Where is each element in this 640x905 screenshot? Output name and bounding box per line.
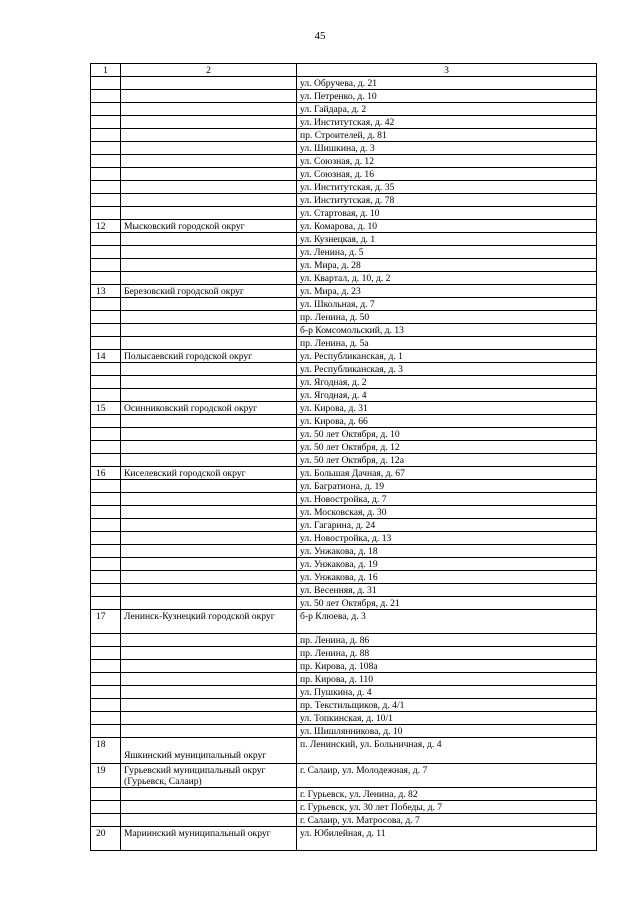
municipality-cell	[121, 584, 297, 597]
table-row	[91, 801, 597, 814]
table-row	[91, 725, 597, 738]
row-number-cell	[91, 246, 121, 259]
table-row	[91, 233, 597, 246]
addresses-table	[90, 63, 597, 851]
row-number-cell: 14	[91, 350, 121, 363]
municipality-cell	[121, 454, 297, 467]
table-row	[91, 467, 597, 480]
row-number-cell	[91, 519, 121, 532]
table-row	[91, 129, 597, 142]
row-number-cell	[91, 480, 121, 493]
row-number-cell	[91, 441, 121, 454]
municipality-cell	[121, 673, 297, 686]
municipality-cell	[121, 480, 297, 493]
address-cell: ул. Весенняя, д. 31	[297, 584, 597, 597]
table-row	[91, 660, 597, 673]
table-row	[91, 168, 597, 181]
row-number-cell	[91, 90, 121, 103]
row-number-cell: 19	[91, 764, 121, 788]
address-cell: пр. Кирова, д. 108а	[297, 660, 597, 673]
row-number-cell	[91, 699, 121, 712]
municipality-cell	[121, 571, 297, 584]
table-row	[91, 827, 597, 851]
municipality-cell	[121, 519, 297, 532]
row-number-cell	[91, 493, 121, 506]
municipality-cell	[121, 558, 297, 571]
municipality-cell: Гурьевский муниципальный округ (Гурьевск, Салаир)	[121, 764, 297, 788]
table-row	[91, 402, 597, 415]
table-row	[91, 647, 597, 660]
row-number-cell	[91, 545, 121, 558]
address-cell: ул. 50 лет Октября, д. 21	[297, 597, 597, 610]
row-number-cell	[91, 506, 121, 519]
address-cell: г. Салаир, ул. Матросова, д. 7	[297, 814, 597, 827]
address-cell: ул. Петренко, д. 10	[297, 90, 597, 103]
municipality-cell	[121, 493, 297, 506]
municipality-cell	[121, 506, 297, 519]
table-row	[91, 272, 597, 285]
table-row	[91, 480, 597, 493]
address-cell: пр. Кирова, д. 110	[297, 673, 597, 686]
table-row	[91, 246, 597, 259]
address-cell: пр. Текстильщиков, д. 4/1	[297, 699, 597, 712]
row-number-cell	[91, 77, 121, 90]
address-cell: пр. Ленина, д. 86	[297, 634, 597, 647]
table-row	[91, 712, 597, 725]
row-number-cell	[91, 311, 121, 324]
row-number-cell	[91, 584, 121, 597]
table-row	[91, 686, 597, 699]
municipality-cell	[121, 233, 297, 246]
table-row	[91, 545, 597, 558]
table-row	[91, 597, 597, 610]
address-cell: ул. Новостройка, д. 13	[297, 532, 597, 545]
municipality-cell	[121, 129, 297, 142]
table-row	[91, 428, 597, 441]
address-cell: ул. Институтская, д. 35	[297, 181, 597, 194]
table-row	[91, 415, 597, 428]
municipality-cell	[121, 259, 297, 272]
row-number-cell	[91, 801, 121, 814]
table-row	[91, 376, 597, 389]
table-row	[91, 181, 597, 194]
table-row	[91, 454, 597, 467]
address-cell: ул. Обручева, д. 21	[297, 77, 597, 90]
row-number-cell	[91, 597, 121, 610]
address-cell: ул. Союзная, д. 12	[297, 155, 597, 168]
address-cell: ул. Пушкина, д. 4	[297, 686, 597, 699]
address-cell: б-р Клюева, д. 3	[297, 610, 597, 634]
address-cell: г. Гурьевск, ул. 30 лет Победы, д. 7	[297, 801, 597, 814]
municipality-cell	[121, 246, 297, 259]
table-row	[91, 493, 597, 506]
address-cell: ул. Кирова, д. 66	[297, 415, 597, 428]
address-cell: ул. Республиканская, д. 1	[297, 350, 597, 363]
municipality-cell	[121, 77, 297, 90]
table-row	[91, 814, 597, 827]
municipality-cell	[121, 116, 297, 129]
municipality-cell	[121, 597, 297, 610]
row-number-cell: 18	[91, 738, 121, 764]
table-row	[91, 350, 597, 363]
address-cell: ул. Унжакова, д. 19	[297, 558, 597, 571]
row-number-cell	[91, 155, 121, 168]
row-number-cell	[91, 686, 121, 699]
table-row	[91, 285, 597, 298]
municipality-cell: Полысаевский городской округ	[121, 350, 297, 363]
municipality-cell	[121, 634, 297, 647]
municipality-cell	[121, 699, 297, 712]
table-row	[91, 90, 597, 103]
municipality-cell	[121, 660, 297, 673]
municipality-cell	[121, 647, 297, 660]
municipality-cell	[121, 376, 297, 389]
address-cell: ул. Мира, д. 28	[297, 259, 597, 272]
municipality-cell	[121, 90, 297, 103]
municipality-cell: Мариинский муниципальный округ	[121, 827, 297, 851]
row-number-cell: 15	[91, 402, 121, 415]
table-row	[91, 363, 597, 376]
table-header-row	[91, 64, 597, 77]
address-cell: ул. Шишкина, д. 3	[297, 142, 597, 155]
municipality-cell	[121, 298, 297, 311]
address-cell: п. Ленинский, ул. Больничная, д. 4	[297, 738, 597, 764]
address-cell: ул. Большая Дачная, д. 67	[297, 467, 597, 480]
address-cell: ул. Новостройка, д. 7	[297, 493, 597, 506]
row-number-cell: 13	[91, 285, 121, 298]
table-row	[91, 259, 597, 272]
header-col-1: 1	[91, 64, 121, 77]
row-number-cell	[91, 233, 121, 246]
municipality-cell: Ленинск-Кузнецкий городской округ	[121, 610, 297, 634]
address-cell: г. Салаир, ул. Молодежная, д. 7	[297, 764, 597, 788]
row-number-cell	[91, 415, 121, 428]
row-number-cell	[91, 634, 121, 647]
address-cell: ул. Республиканская, д. 3	[297, 363, 597, 376]
municipality-cell	[121, 363, 297, 376]
row-number-cell	[91, 558, 121, 571]
row-number-cell	[91, 363, 121, 376]
table-row	[91, 324, 597, 337]
table-row	[91, 298, 597, 311]
address-cell: ул. Ленина, д. 5	[297, 246, 597, 259]
row-number-cell	[91, 168, 121, 181]
address-cell: ул. Топкинская, д. 10/1	[297, 712, 597, 725]
municipality-cell	[121, 545, 297, 558]
row-number-cell	[91, 376, 121, 389]
row-number-cell	[91, 788, 121, 801]
table-row	[91, 571, 597, 584]
row-number-cell: 16	[91, 467, 121, 480]
municipality-cell	[121, 103, 297, 116]
municipality-cell	[121, 712, 297, 725]
address-cell: ул. Гайдара, д. 2	[297, 103, 597, 116]
municipality-cell	[121, 389, 297, 402]
municipality-cell	[121, 725, 297, 738]
table-row	[91, 389, 597, 402]
municipality-cell	[121, 337, 297, 350]
address-cell: ул. Кузнецкая, д. 1	[297, 233, 597, 246]
table-row	[91, 610, 597, 634]
municipality-cell: Осинниковский городской округ	[121, 402, 297, 415]
municipality-cell: Мысковский городской округ	[121, 220, 297, 233]
header-col-3: 3	[297, 64, 597, 77]
address-cell: ул. Институтская, д. 78	[297, 194, 597, 207]
table-row	[91, 634, 597, 647]
row-number-cell	[91, 454, 121, 467]
table-row	[91, 699, 597, 712]
address-cell: ул. Стартовая, д. 10	[297, 207, 597, 220]
address-cell: ул. Институтская, д. 42	[297, 116, 597, 129]
address-cell: пр. Ленина, д. 5а	[297, 337, 597, 350]
address-cell: ул. Комарова, д. 10	[297, 220, 597, 233]
row-number-cell	[91, 103, 121, 116]
table-row	[91, 764, 597, 788]
row-number-cell	[91, 712, 121, 725]
address-cell: пр. Ленина, д. 50	[297, 311, 597, 324]
address-cell: ул. Юбилейная, д. 11	[297, 827, 597, 851]
row-number-cell	[91, 337, 121, 350]
address-cell: ул. Унжакова, д. 18	[297, 545, 597, 558]
address-cell: ул. Ягодная, д. 2	[297, 376, 597, 389]
address-cell: ул. Багратиона, д. 19	[297, 480, 597, 493]
table-row	[91, 519, 597, 532]
address-cell: ул. Квартал, д. 10, д. 2	[297, 272, 597, 285]
table-row	[91, 155, 597, 168]
address-cell: ул. Школьная, д. 7	[297, 298, 597, 311]
address-cell: пр. Ленина, д. 88	[297, 647, 597, 660]
table-row	[91, 441, 597, 454]
row-number-cell	[91, 272, 121, 285]
address-cell: ул. Союзная, д. 16	[297, 168, 597, 181]
municipality-cell	[121, 272, 297, 285]
row-number-cell	[91, 647, 121, 660]
address-cell: ул. 50 лет Октября, д. 10	[297, 428, 597, 441]
municipality-cell	[121, 181, 297, 194]
row-number-cell: 12	[91, 220, 121, 233]
municipality-cell: Березовский городской округ	[121, 285, 297, 298]
table-row	[91, 738, 597, 764]
row-number-cell	[91, 814, 121, 827]
row-number-cell	[91, 298, 121, 311]
municipality-cell	[121, 801, 297, 814]
address-cell: пр. Строителей, д. 81	[297, 129, 597, 142]
row-number-cell	[91, 207, 121, 220]
address-cell: б-р Комсомольский, д. 13	[297, 324, 597, 337]
table-row	[91, 532, 597, 545]
table-row	[91, 558, 597, 571]
municipality-cell	[121, 441, 297, 454]
row-number-cell	[91, 428, 121, 441]
municipality-cell	[121, 324, 297, 337]
row-number-cell	[91, 181, 121, 194]
row-number-cell	[91, 660, 121, 673]
row-number-cell	[91, 725, 121, 738]
row-number-cell	[91, 571, 121, 584]
municipality-cell	[121, 788, 297, 801]
table-row	[91, 506, 597, 519]
table-row	[91, 142, 597, 155]
address-cell: ул. Гагарина, д. 24	[297, 519, 597, 532]
row-number-cell	[91, 324, 121, 337]
table-row	[91, 194, 597, 207]
page-number: 45	[314, 30, 326, 42]
address-cell: ул. Шишлянникова, д. 10	[297, 725, 597, 738]
row-number-cell: 17	[91, 610, 121, 634]
table-row	[91, 673, 597, 686]
municipality-cell	[121, 142, 297, 155]
municipality-cell	[121, 194, 297, 207]
table-row	[91, 116, 597, 129]
municipality-cell	[121, 428, 297, 441]
row-number-cell	[91, 259, 121, 272]
address-cell: ул. Кирова, д. 31	[297, 402, 597, 415]
municipality-cell: Киселевский городской округ	[121, 467, 297, 480]
row-number-cell	[91, 116, 121, 129]
address-cell: г. Гурьевск, ул. Ленина, д. 82	[297, 788, 597, 801]
table-row	[91, 311, 597, 324]
table-row	[91, 220, 597, 233]
table-row	[91, 337, 597, 350]
table-row	[91, 584, 597, 597]
row-number-cell	[91, 129, 121, 142]
municipality-cell	[121, 207, 297, 220]
row-number-cell	[91, 142, 121, 155]
address-cell: ул. 50 лет Октября, д. 12а	[297, 454, 597, 467]
table-row	[91, 103, 597, 116]
municipality-cell	[121, 155, 297, 168]
address-cell: ул. Мира, д. 23	[297, 285, 597, 298]
row-number-cell	[91, 673, 121, 686]
address-cell: ул. Московская, д. 30	[297, 506, 597, 519]
table-row	[91, 788, 597, 801]
row-number-cell	[91, 389, 121, 402]
row-number-cell: 20	[91, 827, 121, 851]
address-cell: ул. Ягодная, д. 4	[297, 389, 597, 402]
municipality-cell: Яшкинский муниципальный округ	[121, 738, 297, 764]
municipality-cell	[121, 686, 297, 699]
address-cell: ул. Унжакова, д. 16	[297, 571, 597, 584]
header-col-2: 2	[121, 64, 297, 77]
municipality-cell	[121, 168, 297, 181]
table-row	[91, 207, 597, 220]
municipality-cell	[121, 532, 297, 545]
municipality-cell	[121, 814, 297, 827]
row-number-cell	[91, 532, 121, 545]
row-number-cell	[91, 194, 121, 207]
municipality-cell	[121, 311, 297, 324]
municipality-cell	[121, 415, 297, 428]
address-cell: ул. 50 лет Октября, д. 12	[297, 441, 597, 454]
table-row	[91, 77, 597, 90]
